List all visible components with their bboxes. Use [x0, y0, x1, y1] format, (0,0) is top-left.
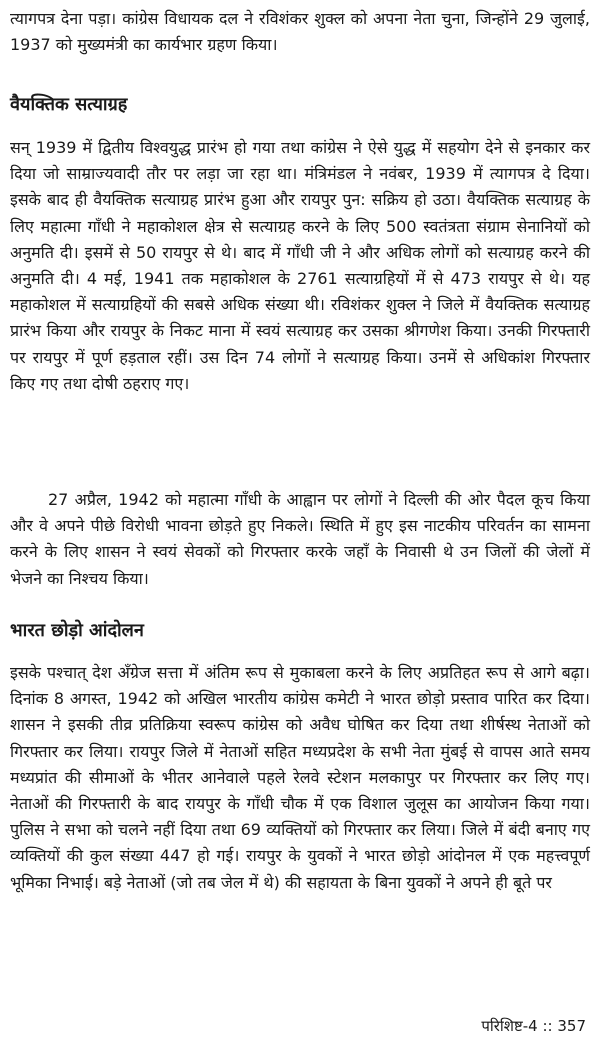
paragraph-quit-india: इसके पश्चात् देश अँग्रेज सत्ता में अंतिम रूप से मुकाबला करने के लिए अप्रतिहत रूप से आगे बढ़ा। दिनांक 8 अगस्त, 1942 को अखिल भारतीय कांग्रेस कमेटी ने भारत छोड़ो प्रस्ताव पारित कर दिया। शासन ने इसकी तीव्र प्रतिक्रिया स्वरूप कांग्रेस को अवैध घोषित कर दिया तथा शीर्षस्थ नेताओं को गिरफ्तार कर लिया। रायपुर जिले में नेताओं सहित मध्यप्रदेश के सभी नेता मुंबई से वापस आते समय मध्यप्रांत की सीमाओं के भीतर आनेवाले पहले रेलवे स्टेशन मलकापुर पर गिरफ्तार कर लिए गए। नेताओं की गिरफ्तारी के बाद रायपुर के गाँधी चौक में एक विशाल जुलूस का आयोजन किया गया। पुलिस ने सभा को चलने नहीं दिया तथा 69 व्यक्तियों को गिरफ्तार कर लिया। जिले में बंदी बनाए गए व्यक्तियों की कुल संख्या 447 हो गई। रायपुर के युवकों ने भारत छोड़ो आंदोनल में एक महत्त्वपूर्ण भूमिका निभाई। बड़े नेताओं (जो तब जेल में थे) की सहायता के बिना युवकों ने अपने ही बूते पर — [10, 663, 590, 892]
section-heading-individual-satyagraha: वैयक्तिक सत्याग्रह — [10, 94, 128, 115]
paragraph-individual-satyagraha: सन् 1939 में द्वितीय विश्वयुद्ध प्रारंभ हो गया तथा कांग्रेस ने ऐसे युद्ध में सहयोग देने से इनकार कर दिया जो साम्राज्यवादी तौर पर लड़ा जा रहा था। मंत्रिमंडल ने नवंबर, 1939 में त्यागपत्र दे दिया। इसके बाद ही वैयक्तिक सत्याग्रह प्रारंभ हुआ और रायपुर पुन: सक्रिय हो उठा। वैयक्तिक सत्याग्रह के लिए महात्मा गाँधी ने महाकोशल क्षेत्र से सत्याग्रह करने के लिए 500 स्वतंत्रता संग्राम सेनानियों को अनुमति दी। इसमें से 50 रायपुर से थे। बाद में गाँधी जी ने और अधिक लोगों को सत्याग्रह करने की अनुमति दी। 4 मई, 1941 तक महाकोशल के 2761 सत्याग्रहियों में से 473 रायपुर से थे। यह महाकोशल में सत्याग्रहियों की सबसे अधिक संख्या थी। रविशंकर शुक्ल ने जिले में वैयक्तिक सत्याग्रह प्रारंभ किया और रायपुर के निकट माना में स्वयं सत्याग्रह कर उसका श्रीगणेश किया। उनकी गिरफ्तारी पर रायपुर में पूर्ण हड़ताल रहीं। उस दिन 74 लोगों ने सत्याग्रह किया। उनमें से अधिकांश गिरफ्तार किए गए तथा दोषी ठहराए गए। — [10, 138, 590, 393]
section-heading-quit-india: भारत छोड़ो आंदोलन — [10, 620, 144, 641]
paragraph-april-1942: 27 अप्रैल, 1942 को महात्मा गाँधी के आह्वान पर लोगों ने दिल्ली की ओर पैदल कूच किया और वे अपने पीछे विरोधी भावना छोड़ते हुए निकले। स्थिति में हुए इस नाटकीय परिवर्तन का सामना करने के लिए शासन ने स्वयं सेवकों को गिरफ्तार करके जहाँ के निवासी थे उन जिलों की जेलों में भेजने का निश्चय किया। — [10, 490, 590, 588]
page-footer: परिशिष्ट-4 :: 357 — [481, 1017, 586, 1035]
paragraph-intro: त्यागपत्र देना पड़ा। कांग्रेस विधायक दल ने रविशंकर शुक्ल को अपना नेता चुना, जिन्होंने 29 जुलाई, 1937 को मुख्यमंत्री का कार्यभार ग्रहण किया। — [10, 9, 590, 55]
